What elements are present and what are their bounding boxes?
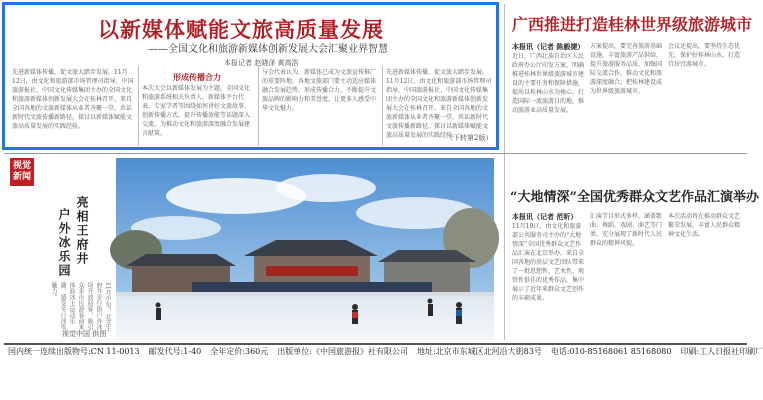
- visual-news-tag: 视觉新闻: [10, 158, 34, 186]
- art-article-byline: 本报讯（记者 范昕）: [512, 212, 578, 221]
- lead-article-continued: （下转第2版）: [446, 134, 493, 142]
- art-article-column-1: 11月19日，由文化和旅游部公共服务司主办的“大地情深”全国优秀群众文艺作品汇演在北京举办。来自全国各地的基层文艺团队带来了一批思想性、艺术性、观赏性俱佳的优秀作品，集中展示了近年来群众文艺创作的丰硕成果。: [512, 223, 585, 302]
- ice-rink-photo-graphic: [116, 158, 494, 340]
- guangxi-article-byline: 本报讯（记者 陈毅捷）: [512, 42, 585, 51]
- footer-address: 地址:北京市东城区北河沿大街83号: [416, 347, 542, 356]
- guangxi-article-column-2: 方案提出，要完善旅游基础设施，丰富旅游产品供给，提升旅游服务品质，加强国际交流合作，推动文化和旅游深度融合，把桂林建设成为世界级旅游城市。: [590, 43, 663, 95]
- section-divider: [4, 153, 747, 154]
- footer-postal-code: 邮发代号:1-40: [148, 347, 202, 356]
- guangxi-article-title: 广西推进打造桂林世界级旅游城市: [512, 15, 753, 34]
- lead-article-column-3: 与会代表认为，新媒体已成为文旅宣传推广的重要阵地。各地文旅部门要主动适应媒体融合发展趋势，形成传播合力，不断提升文旅品牌的影响力和美誉度，让更多人感受中华文化魅力。: [262, 69, 377, 112]
- footer-publisher: 出版单位:《中国旅游报》社有限公司: [277, 347, 408, 356]
- lead-article-section-head: 形成传播合力: [173, 72, 221, 82]
- footer-phone: 电话:010-85168061 85168080: [550, 347, 672, 356]
- footer-issn: 国内统一连续出版物号:CN 11-0013: [8, 347, 140, 356]
- art-article-column-2: 汇演节目形式多样，涵盖歌曲、舞蹈、戏剧、曲艺等门类，充分展现了新时代人民群众的精神风貌。: [590, 213, 663, 247]
- footer-bar: [8, 346, 763, 357]
- lead-article-byline: 本报记者 赵晓泽 黄高浩: [224, 59, 299, 67]
- art-article-column-3: 本次活动旨在推动群众文艺繁荣发展，丰富人民群众精神文化生活。: [668, 213, 741, 238]
- photo-title-line-1: 亮相王府井: [75, 196, 89, 266]
- footer-printer: 印刷:工人日报社印刷厂: [680, 347, 763, 356]
- footer-price: 全年定价:360元: [210, 347, 269, 356]
- art-article-title: “大地情深”全国优秀群众文艺作品汇演举办: [510, 190, 759, 205]
- lead-article-subtitle: ——全国文化和旅游新媒体创新发展大会汇聚业界智慧: [148, 44, 388, 55]
- guangxi-article-column-3: 会议还提出，要坚持生态优先，保护好桂林山水，打造宜居宜游城市。: [668, 43, 741, 68]
- highlighted-article-frame[interactable]: [2, 2, 499, 150]
- photo-caption: 11月中旬，北京王府井步行街户外冰场开放迎客，吸引众多市民游客前来体验冰上运动乐趣，感受冬日冰雪魅力。: [50, 282, 111, 332]
- ice-rink-photo: [116, 158, 494, 340]
- photo-credit: 视觉中国 供图: [62, 330, 107, 338]
- footer-rule: [4, 343, 747, 345]
- lead-article-column-4: 先进新媒体传播，促文旅大踏步发展。11月12日，由文化和旅游部市场管理司指导，中国旅游报社、中国文化传媒集团主办的全国文化和旅游新媒体创新发展大会在桂林召开。来自全国各地的文旅新媒体从业者齐聚一堂，共话新时代文旅传播新路径，探讨以新媒体赋能文旅高质量发展的实践经验。: [386, 69, 492, 139]
- lead-article-column-2: 本次大会以新媒体发展为主题，全国文化和旅游系统相关负责人、新媒体平台代表、专家学者等围绕如何讲好文旅故事、创新传播方式、提升传播效能等话题深入交流，为推动文化和旅游深度融合发展建言献策。: [142, 85, 251, 137]
- right-column-divider: [504, 4, 505, 340]
- photo-title-line-2: 户外冰乐园: [57, 208, 71, 278]
- lead-article-title: 以新媒体赋能文旅高质量发展: [98, 17, 384, 42]
- lead-article-column-1: 先进新媒体传播，促文旅大踏步发展。11月12日，由文化和旅游部市场管理司指导，中国旅游报社、中国文化传媒集团主办的全国文化和旅游新媒体创新发展大会在桂林召开。来自全国各地的文旅新媒体从业者齐聚一堂，共话新时代文旅传播新路径，探讨以新媒体赋能文旅高质量发展的实践经验。: [12, 69, 134, 130]
- guangxi-article-column-1: 近日，广西壮族自治区人民政府办公厅印发方案，明确推进桂林世界级旅游城市建设的主要任务和保障措施，提出以桂林山水为核心，打造国际一流旅游目的地，推动旅游业高质量发展。: [512, 53, 585, 114]
